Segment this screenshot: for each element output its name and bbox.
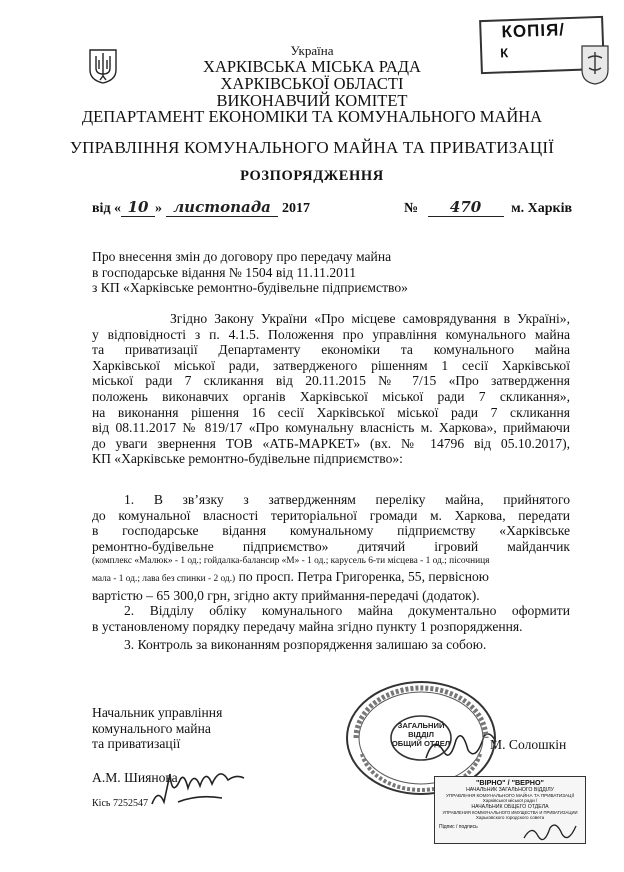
subject-line: Про внесення змін до договору про передачу майна bbox=[92, 249, 392, 264]
preamble-line: на виконання рішення 16 сесії Харківської міської ради 7 скликання bbox=[92, 404, 570, 420]
document-number: 470 bbox=[428, 198, 504, 217]
subject-line: в господарське відання № 1504 від 11.11.2011 bbox=[92, 264, 357, 280]
preamble-line: та приватизації Департаменту економіки та комунального майна bbox=[92, 342, 570, 358]
item-2-line: в установленому порядку передачу майна згідно пункту 1 розпорядження. bbox=[92, 618, 523, 634]
header-region: ХАРКІВСЬКОЇ ОБЛАСТІ bbox=[220, 74, 404, 93]
preamble-line: від 08.11.2017 № 819/17 «Про комунальну власність м. Харкова», приймаючи bbox=[92, 420, 570, 436]
date-day: 10 bbox=[121, 198, 155, 217]
preamble bbox=[92, 311, 570, 467]
item-1-line: 1. В зв’язку з затвердженням переліку майна, прийнятого bbox=[124, 492, 570, 507]
preamble-line: КП «Харківське ремонтно-будівельне підприємство»: bbox=[92, 451, 403, 467]
date-prefix: від « bbox=[92, 201, 122, 216]
executor-phone: Кісь 7252547 bbox=[92, 798, 148, 809]
signatory-name: М. Солошкін bbox=[490, 737, 567, 752]
item-1-line: ремонтно-будівельне підприємство» дитячий ігровий майданчик bbox=[92, 538, 570, 554]
date-mid: » bbox=[155, 201, 163, 216]
item-1 bbox=[92, 492, 570, 604]
header-directorate: УПРАВЛІННЯ КОМУНАЛЬНОГО МАЙНА ТА ПРИВАТИЗАЦІЇ bbox=[69, 138, 555, 157]
preamble-line: у відповідності з п. 4.1.5. Положення про управління комунального майна bbox=[92, 326, 570, 342]
date-year: 2017 bbox=[282, 201, 311, 216]
item-1-address: по просп. Петра Григоренка, 55, первісною bbox=[235, 569, 489, 585]
preamble-line: міської ради 7 скликання від 20.11.2015 № 7/15 «Про затвердження bbox=[92, 373, 570, 389]
subject-line: з КП «Харківське ремонтно-будівельне підприємство» bbox=[92, 280, 408, 296]
number-line bbox=[404, 198, 572, 217]
item-1-equipment-list: (комплекс «Малюк» - 1 од.; гойдалка-балансир «М» - 1 од.; карусель 6-ти місцева - 1 од.; пісочниця bbox=[92, 556, 490, 567]
round-seal-center: ЗАГАЛЬНИЙ ВІДДІЛ ОБЩИЙ ОТДЕЛ bbox=[391, 721, 451, 748]
certifier-signature bbox=[520, 818, 580, 848]
item-1-equipment-list-end: мала - 1 од.; лава без спинки - 2 од.) bbox=[92, 574, 236, 585]
number-label: № bbox=[404, 201, 419, 216]
item-3: 3. Контроль за виконанням розпорядження залишаю за собою. bbox=[124, 637, 487, 652]
city-label: м. Харків bbox=[511, 201, 573, 216]
date-line bbox=[92, 198, 310, 217]
document-title: РОЗПОРЯДЖЕННЯ bbox=[240, 168, 384, 184]
item-2-line: 2. Відділу обліку комунального майна документально оформити bbox=[124, 603, 570, 618]
header-council: ХАРКІВСЬКА МІСЬКА РАДА bbox=[203, 57, 421, 76]
item-1-line: до комунальної власності територіальної громади м. Харкова, передати bbox=[92, 507, 570, 523]
header-department: ДЕПАРТАМЕНТ ЕКОНОМІКИ ТА КОМУНАЛЬНОГО МАЙНА bbox=[81, 107, 543, 126]
executor-signature bbox=[148, 758, 250, 814]
copy-stamp-word: КОПІЯ/ bbox=[501, 20, 566, 42]
preamble-line: положень виконавчих органів Харківської міської ради 7 скликання», bbox=[92, 388, 570, 404]
copy-stamp-sub: К bbox=[499, 45, 509, 61]
preamble-line: Згідно Закону України «Про місцеве самоврядування в Україні», bbox=[170, 311, 570, 326]
certification-stamp: "ВІРНО" / "ВЕРНО" НАЧАЛЬНИК ЗАГАЛЬНОГО ВІДДІЛУ УПРАВЛІННЯ КОМУНАЛЬНОГО МАЙНА ТА ПРИВАТИЗАЦІЇ Харківської міської ради / НАЧАЛЬНИК ОБЩЕГО ОТДЕЛА УПРАВЛЕНИЯ КОММУНАЛЬНОГО ИМУЩЕСТВА И ПРИВАТИЗАЦИИ Харьковского городского совета Підпис / подпись bbox=[434, 776, 586, 844]
preamble-line: до уваги звернення ТОВ «АТБ-МАРКЕТ» (вх. № 14796 від 05.10.2017), bbox=[92, 435, 570, 451]
signatory-title: Начальник управління комунального майна та приватизації bbox=[92, 705, 223, 752]
header-country: Україна bbox=[290, 43, 334, 58]
subject-block bbox=[92, 249, 452, 296]
item-1-line: вартістю – 65 300,0 грн, згідно акту приймання-передачі (додаток). bbox=[92, 587, 480, 603]
header-committee: ВИКОНАВЧИЙ КОМІТЕТ bbox=[216, 91, 408, 110]
preamble-line: Харківської міської ради, затвердженого рішенням 1 сесії Харківської bbox=[92, 357, 570, 373]
item-1-line: в господарське відання комунальному підприємству «Харківське bbox=[92, 523, 570, 539]
executor-name: А.М. Шиянова bbox=[92, 770, 178, 785]
date-month: листопада bbox=[166, 198, 278, 217]
item-2 bbox=[92, 603, 570, 634]
